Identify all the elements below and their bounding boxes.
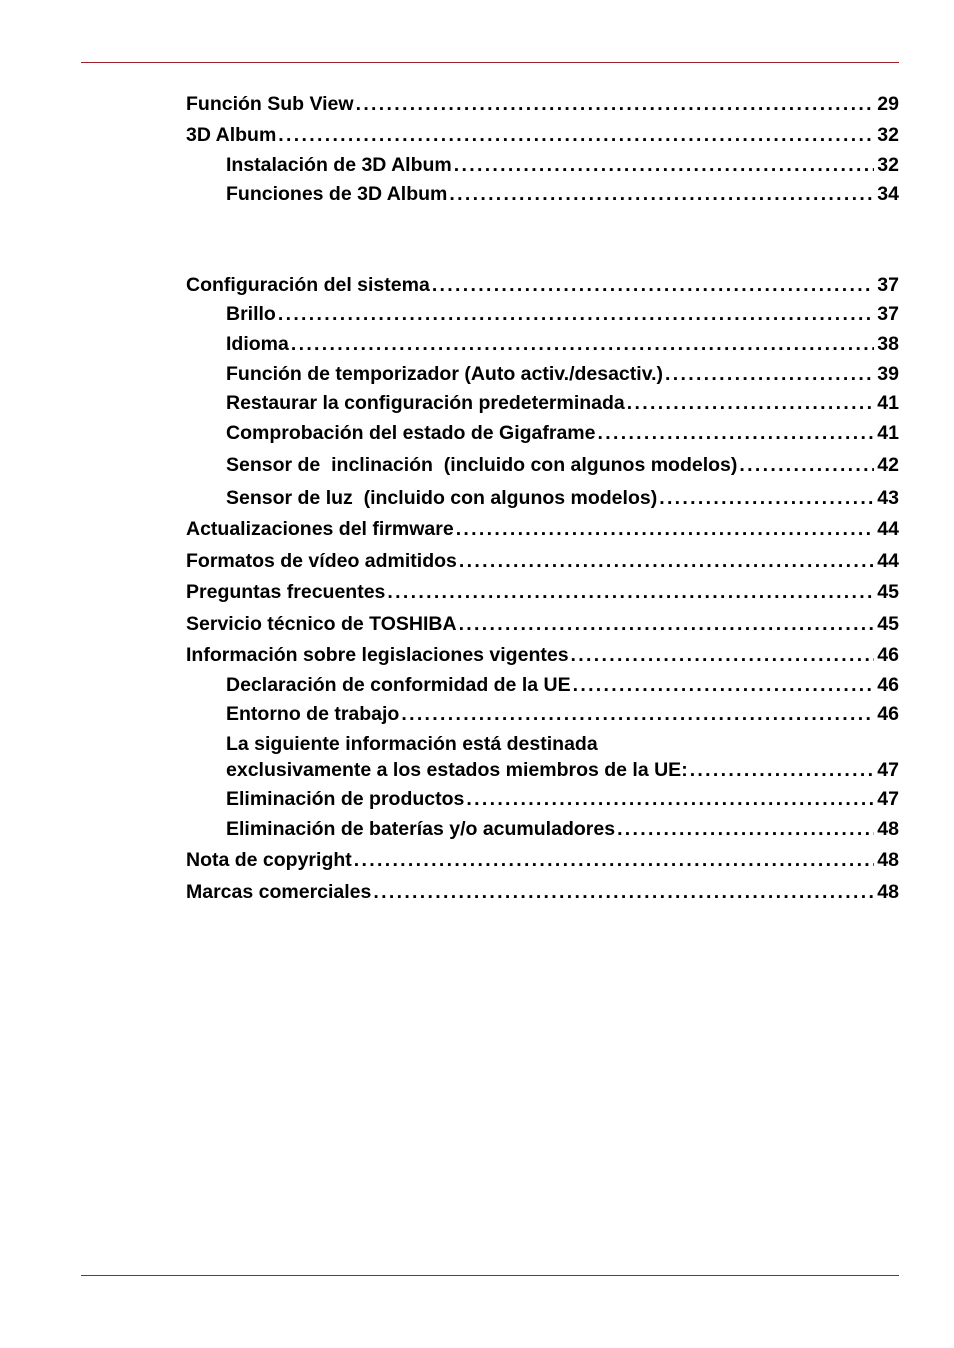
toc-entry[interactable] [226,362,899,386]
toc-entry-title: Actualizaciones del firmware [186,518,454,540]
toc-entry[interactable] [226,787,899,811]
toc-entry-title: Sensor de inclinación (incluido con algunos modelos) [226,454,738,476]
toc-leader-dots [598,421,875,445]
toc-entry[interactable] [186,273,899,297]
toc-entry[interactable] [186,880,899,904]
toc-entry-title: Marcas comerciales [186,881,372,903]
toc-entry-page: 42 [877,454,899,476]
toc-leader-dots [456,517,875,541]
toc-entry-title: Nota de copyright [186,849,352,871]
toc-entry-page: 44 [877,518,899,540]
toc-entry-page: 45 [877,581,899,603]
toc-entry[interactable] [226,817,899,841]
toc-entry-title: Información sobre legislaciones vigentes [186,644,569,666]
toc-entry-title: Función de temporizador (Auto activ./desactiv.) [226,363,663,385]
toc-entry-title: Funciones de 3D Album [226,183,448,205]
toc-entry[interactable] [226,153,899,177]
toc-entry-page: 38 [877,333,899,355]
toc-entry-title: exclusivamente a los estados miembros de la UE: [226,759,688,781]
toc-entry-page: 32 [877,154,899,176]
toc-entry[interactable] [226,702,899,726]
toc-entry-title-line1: La siguiente información está destinada [226,733,598,755]
toc-entry[interactable] [226,758,899,782]
toc-entry-page: 43 [877,487,899,509]
toc-leader-dots [690,758,875,782]
toc-entry[interactable] [226,332,899,356]
toc-entry[interactable] [186,643,899,667]
toc-entry[interactable] [186,517,899,541]
toc-leader-dots [449,182,874,206]
toc-entry-page: 32 [877,124,899,146]
toc-entry[interactable] [186,612,899,636]
toc-entry[interactable] [226,391,899,415]
toc-entry-page: 29 [877,93,899,115]
toc-entry-title: Eliminación de baterías y/o acumuladores [226,818,616,840]
toc-entry-page: 46 [877,644,899,666]
toc-entry-page: 34 [877,183,899,205]
toc-leader-dots [401,702,874,726]
toc-entry-title: Formatos de vídeo admitidos [186,550,457,572]
toc-leader-dots [665,362,874,386]
toc-leader-dots [573,673,875,697]
toc-entry[interactable] [186,123,899,147]
toc-entry[interactable] [186,848,899,872]
toc-leader-dots [466,787,874,811]
toc-leader-dots [659,486,874,510]
toc-entry-title: Configuración del sistema [186,274,430,296]
toc-entry[interactable] [226,673,899,697]
toc-entry[interactable] [226,182,899,206]
toc-leader-dots [356,92,875,116]
toc-entry-title: Idioma [226,333,289,355]
toc-entry[interactable] [226,486,899,510]
footer-rule [81,1275,899,1276]
toc-leader-dots [354,848,875,872]
toc-entry-title: Preguntas frecuentes [186,581,386,603]
toc-entry[interactable] [226,421,899,445]
toc-leader-dots [291,332,874,356]
toc-entry-title: Eliminación de productos [226,788,465,810]
toc-leader-dots [627,391,875,415]
toc-entry-page: 46 [877,674,899,696]
toc-entry-title: Servicio técnico de TOSHIBA [186,613,457,635]
toc-leader-dots [617,817,874,841]
toc-leader-dots [739,453,874,477]
toc-entry-title: Brillo [226,303,276,325]
toc-entry-title: Declaración de conformidad de la UE [226,674,571,696]
toc-leader-dots [454,153,875,177]
toc-entry-title: Entorno de trabajo [226,703,400,725]
toc-entry-page: 48 [877,881,899,903]
toc-entry-page: 41 [877,422,899,444]
toc-leader-dots [373,880,874,904]
toc-leader-dots [387,580,874,604]
toc-entry-title: Instalación de 3D Album [226,154,452,176]
toc-entry-title: 3D Album [186,124,277,146]
toc-entry[interactable] [226,453,899,477]
table-of-contents [186,0,899,1348]
toc-leader-dots [571,643,875,667]
toc-entry-page: 47 [877,788,899,810]
toc-leader-dots [432,273,874,297]
toc-leader-dots [459,549,874,573]
toc-entry-page: 48 [877,849,899,871]
toc-entry-title: Función Sub View [186,93,354,115]
toc-entry[interactable] [186,549,899,573]
toc-entry-title: Comprobación del estado de Gigaframe [226,422,596,444]
toc-entry-page: 39 [877,363,899,385]
toc-entry-page: 37 [877,274,899,296]
toc-entry[interactable] [226,302,899,326]
toc-leader-dots [459,612,875,636]
toc-entry[interactable] [186,580,899,604]
toc-leader-dots [278,123,874,147]
toc-entry-page: 37 [877,303,899,325]
toc-entry-title: Restaurar la configuración predeterminada [226,392,625,414]
toc-leader-dots [278,302,874,326]
toc-entry[interactable] [186,92,899,116]
toc-entry-page: 47 [877,759,899,781]
toc-entry-page: 44 [877,550,899,572]
toc-entry-title: Sensor de luz (incluido con algunos modelos) [226,487,658,509]
toc-entry-page: 46 [877,703,899,725]
toc-entry-page: 41 [877,392,899,414]
toc-entry-page: 48 [877,818,899,840]
toc-entry-page: 45 [877,613,899,635]
